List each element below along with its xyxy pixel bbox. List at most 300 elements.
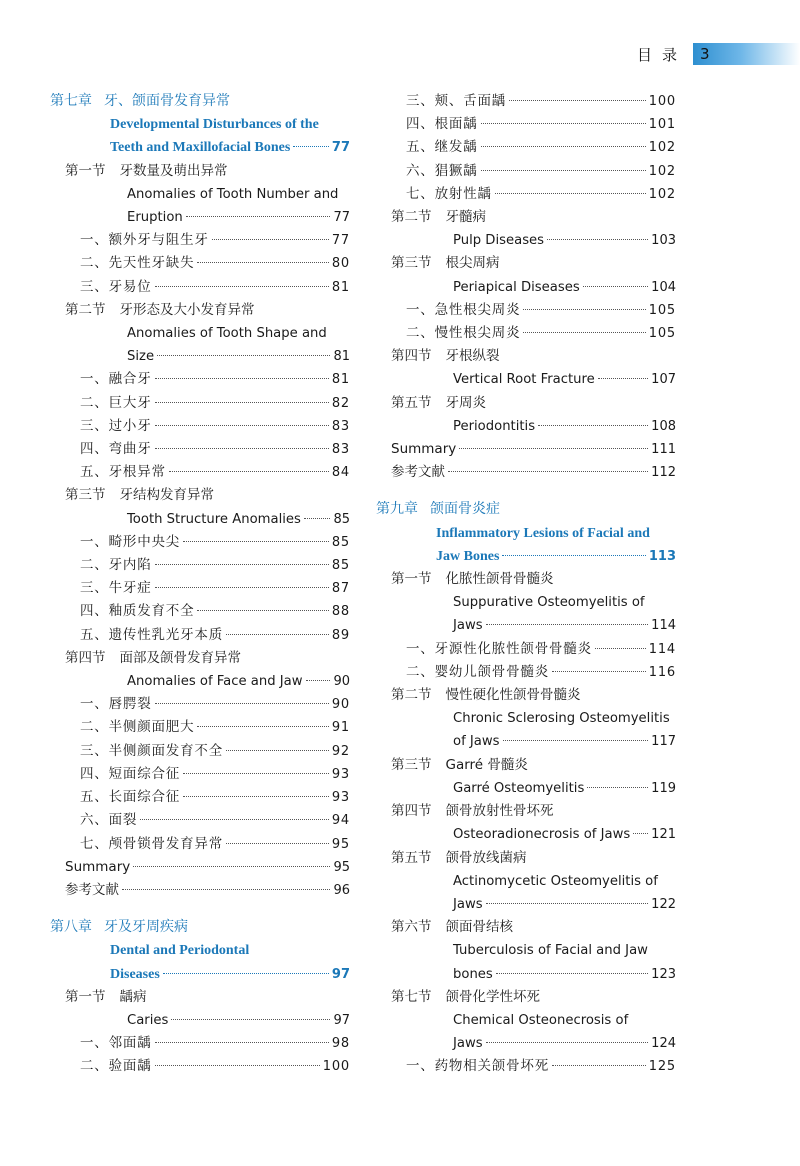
page-number: 95 (333, 859, 350, 875)
subsection-entry (50, 392, 350, 415)
dot-leader (155, 286, 329, 287)
page-number: 105 (648, 326, 676, 342)
entry-text: 七、放射性龋 (406, 185, 492, 202)
section-title (376, 568, 676, 591)
entry-text: 牙、颌面骨发育异常 (104, 93, 230, 109)
entry-text: 颌面骨结核 (445, 919, 513, 936)
subsection-entry (50, 693, 350, 716)
entry-label: 第四节 (391, 803, 432, 820)
subsection-entry (50, 229, 350, 252)
page-number: 85 (331, 558, 350, 574)
chapter-title-english (376, 522, 676, 545)
subsection-entry (50, 833, 350, 856)
section-title (376, 986, 676, 1009)
page-number: 121 (651, 827, 676, 843)
page-number: 97 (331, 966, 350, 982)
entry-label: 第四节 (391, 348, 432, 365)
section-title-english (376, 823, 676, 846)
section-title-english (50, 1009, 350, 1032)
dot-leader (155, 402, 329, 403)
section-title-english (376, 368, 676, 391)
page-number: 81 (333, 349, 350, 365)
entry-text: Jaws (453, 896, 483, 912)
subsection-entry (50, 438, 350, 461)
section-title-english (376, 415, 676, 438)
entry-label: 第四节 (65, 649, 106, 666)
back-matter-entry (376, 438, 676, 461)
dot-leader (171, 1019, 330, 1020)
page-number: 97 (333, 1012, 350, 1028)
dot-leader (486, 1042, 649, 1043)
dot-leader (583, 286, 648, 287)
page-number: 101 (648, 117, 676, 133)
chapter-title (50, 916, 350, 939)
section-title-english (376, 229, 676, 252)
dot-leader (155, 448, 329, 449)
entry-text: 七、颅骨锁骨发育异常 (80, 835, 223, 852)
dot-leader (486, 624, 649, 625)
page-number: 116 (648, 664, 676, 680)
dot-leader (157, 355, 330, 356)
section-title (50, 484, 350, 507)
page-number: 123 (651, 966, 676, 982)
entry-text: 四、根面龋 (406, 116, 478, 133)
entry-label: 第一节 (65, 162, 106, 179)
entry-text: 牙结构发育异常 (119, 487, 214, 504)
page-number: 124 (651, 1036, 676, 1052)
entry-text: Anomalies of Tooth Number and (127, 186, 339, 202)
dot-leader (304, 518, 331, 519)
dot-leader (197, 610, 328, 611)
dot-leader (155, 378, 329, 379)
dot-leader (481, 146, 646, 147)
page-number: 105 (648, 302, 676, 318)
subsection-entry (376, 638, 676, 661)
page-number: 85 (331, 534, 350, 550)
section-title-english (376, 963, 676, 986)
entry-text: 颌面骨炎症 (430, 501, 500, 518)
subsection-entry (50, 786, 350, 809)
page-number: 93 (331, 790, 350, 806)
dot-leader (538, 425, 648, 426)
entry-text: 二、婴幼儿颌骨骨髓炎 (406, 663, 549, 680)
page-number: 119 (651, 780, 676, 796)
page-number: 100 (322, 1059, 350, 1075)
dot-leader (155, 564, 329, 565)
page-number: 82 (331, 395, 350, 411)
entry-text: 四、釉质发育不全 (80, 603, 195, 620)
page-number: 96 (333, 882, 350, 898)
entry-text: 四、弯曲牙 (80, 441, 152, 458)
entry-text: 面部及颌骨发育异常 (119, 649, 241, 666)
subsection-entry (50, 740, 350, 763)
subsection-entry (50, 531, 350, 554)
entry-text: Jaws (453, 618, 483, 634)
back-matter-entry (50, 856, 350, 879)
dot-leader (448, 471, 648, 472)
page-number: 125 (648, 1059, 676, 1075)
entry-text: Garré 骨髓炎 (445, 756, 528, 773)
dot-leader (226, 843, 329, 844)
page-number: 94 (331, 813, 350, 829)
entry-label: 第二节 (65, 301, 106, 318)
subsection-entry (50, 716, 350, 739)
entry-text: 牙形态及大小发育异常 (119, 301, 255, 318)
page-number: 113 (648, 548, 676, 564)
section-title-english (376, 777, 676, 800)
dot-leader (169, 471, 329, 472)
page-number: 104 (651, 279, 676, 295)
entry-text: 五、长面综合征 (80, 789, 181, 806)
subsection-entry (50, 1032, 350, 1055)
page-number: 98 (331, 1036, 350, 1052)
entry-text: 四、短面综合征 (80, 765, 181, 782)
page-number: 102 (648, 163, 676, 179)
section-title-english (50, 183, 350, 206)
dot-leader (155, 703, 329, 704)
entry-text: Chemical Osteonecrosis of (453, 1012, 629, 1028)
page-number: 112 (651, 465, 676, 481)
subsection-entry (50, 809, 350, 832)
entry-text: Jaw Bones (436, 548, 500, 564)
entry-text: 二、先天性牙缺失 (80, 255, 195, 272)
dot-leader (122, 889, 330, 890)
entry-text: 二、验面龋 (80, 1058, 152, 1075)
section-title-english (50, 322, 350, 345)
section-title-english (50, 670, 350, 693)
page-number: 77 (331, 140, 350, 156)
entry-text: 三、过小牙 (80, 417, 152, 434)
section-title-english (376, 707, 676, 730)
subsection-entry (50, 624, 350, 647)
entry-text: Tooth Structure Anomalies (127, 511, 301, 527)
entry-text: Chronic Sclerosing Osteomyelitis (453, 711, 670, 727)
entry-text: Size (127, 349, 155, 365)
subsection-entry (50, 368, 350, 391)
page-number: 93 (331, 766, 350, 782)
dot-leader (552, 671, 646, 672)
dot-leader (486, 903, 649, 904)
entry-text: 五、遗传性乳光牙本质 (80, 626, 223, 643)
entry-label: 第一节 (65, 988, 106, 1005)
chapter-title-english (50, 113, 350, 136)
dot-leader (133, 866, 330, 867)
page-number: 80 (331, 256, 350, 272)
entry-text: bones (453, 966, 493, 982)
entry-text: 五、牙根异常 (80, 464, 166, 481)
entry-text: Developmental Disturbances of the (110, 117, 319, 133)
page-number: 83 (331, 442, 350, 458)
dot-leader (197, 262, 328, 263)
page-number: 91 (331, 720, 350, 736)
entry-text: Anomalies of Tooth Shape and (127, 326, 327, 342)
dot-leader (140, 819, 329, 820)
section-title-english (376, 730, 676, 753)
entry-label: 第二节 (391, 687, 432, 704)
entry-text: 二、慢性根尖周炎 (406, 325, 521, 342)
page-number: 81 (331, 372, 350, 388)
page-number: 111 (651, 442, 676, 458)
section-title (376, 392, 676, 415)
entry-text: 牙髓病 (445, 209, 486, 226)
dot-leader (183, 773, 329, 774)
subsection-entry (50, 577, 350, 600)
entry-text: 二、巨大牙 (80, 394, 152, 411)
subsection-entry (50, 1055, 350, 1078)
chapter-title-english (50, 939, 350, 962)
entry-text: 一、融合牙 (80, 371, 152, 388)
entry-text: 颌骨化学性坏死 (445, 988, 540, 1005)
page-number: 85 (333, 511, 350, 527)
dot-leader (547, 239, 648, 240)
entry-text: Osteoradionecrosis of Jaws (453, 827, 631, 843)
dot-leader (183, 541, 329, 542)
dot-leader (496, 973, 648, 974)
subsection-entry (50, 276, 350, 299)
entry-text: 参考文献 (65, 881, 119, 898)
entry-text: Suppurative Osteomyelitis of (453, 595, 645, 611)
dot-leader (183, 796, 329, 797)
entry-label: 第三节 (391, 756, 432, 773)
back-matter-entry (50, 879, 350, 902)
section-title (376, 847, 676, 870)
entry-text: of Jaws (453, 734, 500, 750)
dot-leader (197, 726, 328, 727)
dot-leader (293, 146, 329, 147)
chapter-title-english (50, 136, 350, 159)
entry-label: 第六节 (391, 919, 432, 936)
chapter-title-english (376, 545, 676, 568)
section-title-english (376, 893, 676, 916)
entry-text: 三、牙易位 (80, 278, 152, 295)
dot-leader (502, 555, 645, 556)
section-title (376, 684, 676, 707)
page-number-badge: 3 (693, 43, 800, 65)
entry-text: Anomalies of Face and Jaw (127, 674, 303, 690)
header-title: 目录 (636, 45, 687, 64)
section-title (376, 800, 676, 823)
page-number: 90 (333, 674, 350, 690)
running-header (637, 43, 800, 65)
subsection-entry (376, 183, 676, 206)
entry-label: 第一节 (391, 571, 432, 588)
entry-label: 第九章 (376, 501, 418, 518)
page-number: 114 (651, 618, 676, 634)
section-title (376, 206, 676, 229)
page-number: 122 (651, 896, 676, 912)
dot-leader (155, 1065, 320, 1066)
entry-label: 第三节 (65, 487, 106, 504)
entry-text: 六、猖獗龋 (406, 162, 478, 179)
entry-text: 一、额外牙与阻生牙 (80, 232, 209, 249)
entry-text: Dental and Periodontal (110, 943, 250, 959)
subsection-entry (376, 1055, 676, 1078)
entry-text: 牙周炎 (445, 394, 486, 411)
subsection-entry (376, 136, 676, 159)
entry-text: 龋病 (119, 988, 147, 1005)
entry-text: 三、半侧颜面发育不全 (80, 742, 223, 759)
page-number: 83 (331, 418, 350, 434)
dot-leader (212, 239, 329, 240)
entry-text: Inflammatory Lesions of Facial and (436, 525, 650, 541)
toc-right-column (376, 90, 676, 1079)
entry-text: 颌骨放射性骨坏死 (445, 803, 554, 820)
section-title-english (376, 276, 676, 299)
entry-label: 第三节 (391, 255, 432, 272)
entry-text: 牙及牙周疾病 (104, 919, 188, 936)
chapter-title-english (50, 963, 350, 986)
entry-text: 参考文献 (391, 464, 445, 481)
entry-text: Garré Osteomyelitis (453, 780, 585, 796)
chapter-title (376, 498, 676, 521)
entry-text: 一、药物相关颌骨坏死 (406, 1058, 549, 1075)
back-matter-entry (376, 461, 676, 484)
section-title-english (376, 1009, 676, 1032)
section-title (376, 345, 676, 368)
entry-text: Jaws (453, 1036, 483, 1052)
entry-text: 慢性硬化性颌骨骨髓炎 (445, 687, 581, 704)
page-number: 84 (331, 465, 350, 481)
chapter-title (50, 90, 350, 113)
page-number: 108 (651, 418, 676, 434)
page-number: 95 (331, 836, 350, 852)
dot-leader (481, 170, 646, 171)
entry-label: 第七节 (391, 988, 432, 1005)
subsection-entry (50, 252, 350, 275)
dot-leader (523, 309, 645, 310)
subsection-entry (50, 415, 350, 438)
page-number: 100 (648, 94, 676, 109)
subsection-entry (376, 90, 676, 113)
dot-leader (523, 332, 645, 333)
section-title (376, 916, 676, 939)
subsection-entry (50, 600, 350, 623)
entry-text: 一、急性根尖周炎 (406, 301, 521, 318)
dot-leader (503, 740, 649, 741)
section-title (376, 252, 676, 275)
section-title-english (50, 508, 350, 531)
dot-leader (481, 123, 646, 124)
subsection-entry (376, 160, 676, 183)
section-title-english (50, 345, 350, 368)
page-number: 107 (651, 372, 676, 388)
page-number: 103 (651, 233, 676, 249)
entry-text: 一、畸形中央尖 (80, 533, 181, 550)
page-number: 77 (331, 233, 350, 249)
dot-leader (587, 787, 648, 788)
entry-text: 五、继发龋 (406, 139, 478, 156)
dot-leader (459, 448, 648, 449)
subsection-entry (50, 554, 350, 577)
dot-leader (595, 648, 646, 649)
dot-leader (163, 973, 329, 974)
entry-text: Summary (391, 441, 457, 458)
page-number: 77 (333, 210, 350, 226)
dot-leader (186, 216, 331, 217)
subsection-entry (50, 763, 350, 786)
dot-leader (226, 634, 329, 635)
page-number: 89 (331, 627, 350, 643)
entry-text: Actinomycetic Osteomyelitis of (453, 873, 658, 889)
entry-text: 二、牙内陷 (80, 557, 152, 574)
section-title (50, 160, 350, 183)
page-number: 88 (331, 604, 350, 620)
page-number: 81 (331, 279, 350, 295)
dot-leader (633, 833, 648, 834)
subsection-entry (50, 461, 350, 484)
section-title-english (376, 591, 676, 614)
page-number: 102 (648, 140, 676, 156)
page-number: 92 (331, 743, 350, 759)
entry-text: Periapical Diseases (453, 279, 580, 295)
dot-leader (306, 680, 331, 681)
entry-text: 根尖周病 (445, 255, 500, 272)
page-number: 90 (331, 697, 350, 713)
entry-text: Summary (65, 858, 131, 875)
section-title (50, 299, 350, 322)
section-title (50, 986, 350, 1009)
dot-leader (598, 378, 648, 379)
dot-leader (155, 587, 329, 588)
entry-text: Diseases (110, 966, 160, 982)
section-title-english (376, 870, 676, 893)
entry-text: 二、半侧颜面肥大 (80, 719, 195, 736)
entry-label: 第二节 (391, 209, 432, 226)
subsection-entry (376, 322, 676, 345)
entry-text: Pulp Diseases (453, 233, 545, 249)
subsection-entry (376, 299, 676, 322)
entry-text: 六、面裂 (80, 812, 138, 829)
section-title (50, 647, 350, 670)
entry-label: 第八章 (50, 919, 92, 936)
entry-text: 颌骨放线菌病 (445, 849, 527, 866)
entry-text: Eruption (127, 210, 183, 226)
page-number: 114 (648, 641, 676, 657)
entry-text: Teeth and Maxillofacial Bones (110, 140, 291, 156)
page-number: 87 (331, 581, 350, 597)
entry-text: 牙根纵裂 (445, 348, 500, 365)
entry-text: 三、牛牙症 (80, 580, 152, 597)
dot-leader (509, 100, 646, 101)
entry-text: 一、邻面龋 (80, 1035, 152, 1052)
dot-leader (226, 750, 329, 751)
entry-text: Tuberculosis of Facial and Jaw (453, 943, 648, 959)
dot-leader (552, 1065, 646, 1066)
page-number: 117 (651, 734, 676, 750)
entry-text: 一、唇腭裂 (80, 696, 152, 713)
section-title-english (376, 614, 676, 637)
dot-leader (495, 193, 646, 194)
entry-text: 三、颊、舌面龋 (406, 93, 507, 109)
entry-text: Vertical Root Fracture (453, 372, 595, 388)
entry-text: 化脓性颌骨骨髓炎 (445, 571, 554, 588)
subsection-entry (376, 661, 676, 684)
section-title-english (50, 206, 350, 229)
entry-text: 牙数量及萌出异常 (119, 162, 228, 179)
section-title-english (376, 939, 676, 962)
entry-label: 第五节 (391, 394, 432, 411)
entry-label: 第五节 (391, 849, 432, 866)
dot-leader (155, 1042, 329, 1043)
toc-left-column (50, 90, 350, 1079)
section-title (376, 754, 676, 777)
dot-leader (155, 425, 329, 426)
entry-text: 一、牙源性化脓性颌骨骨髓炎 (406, 640, 592, 657)
section-title-english (376, 1032, 676, 1055)
page-number: 102 (648, 186, 676, 202)
entry-text: Periodontitis (453, 418, 536, 434)
entry-text: Caries (127, 1012, 169, 1028)
